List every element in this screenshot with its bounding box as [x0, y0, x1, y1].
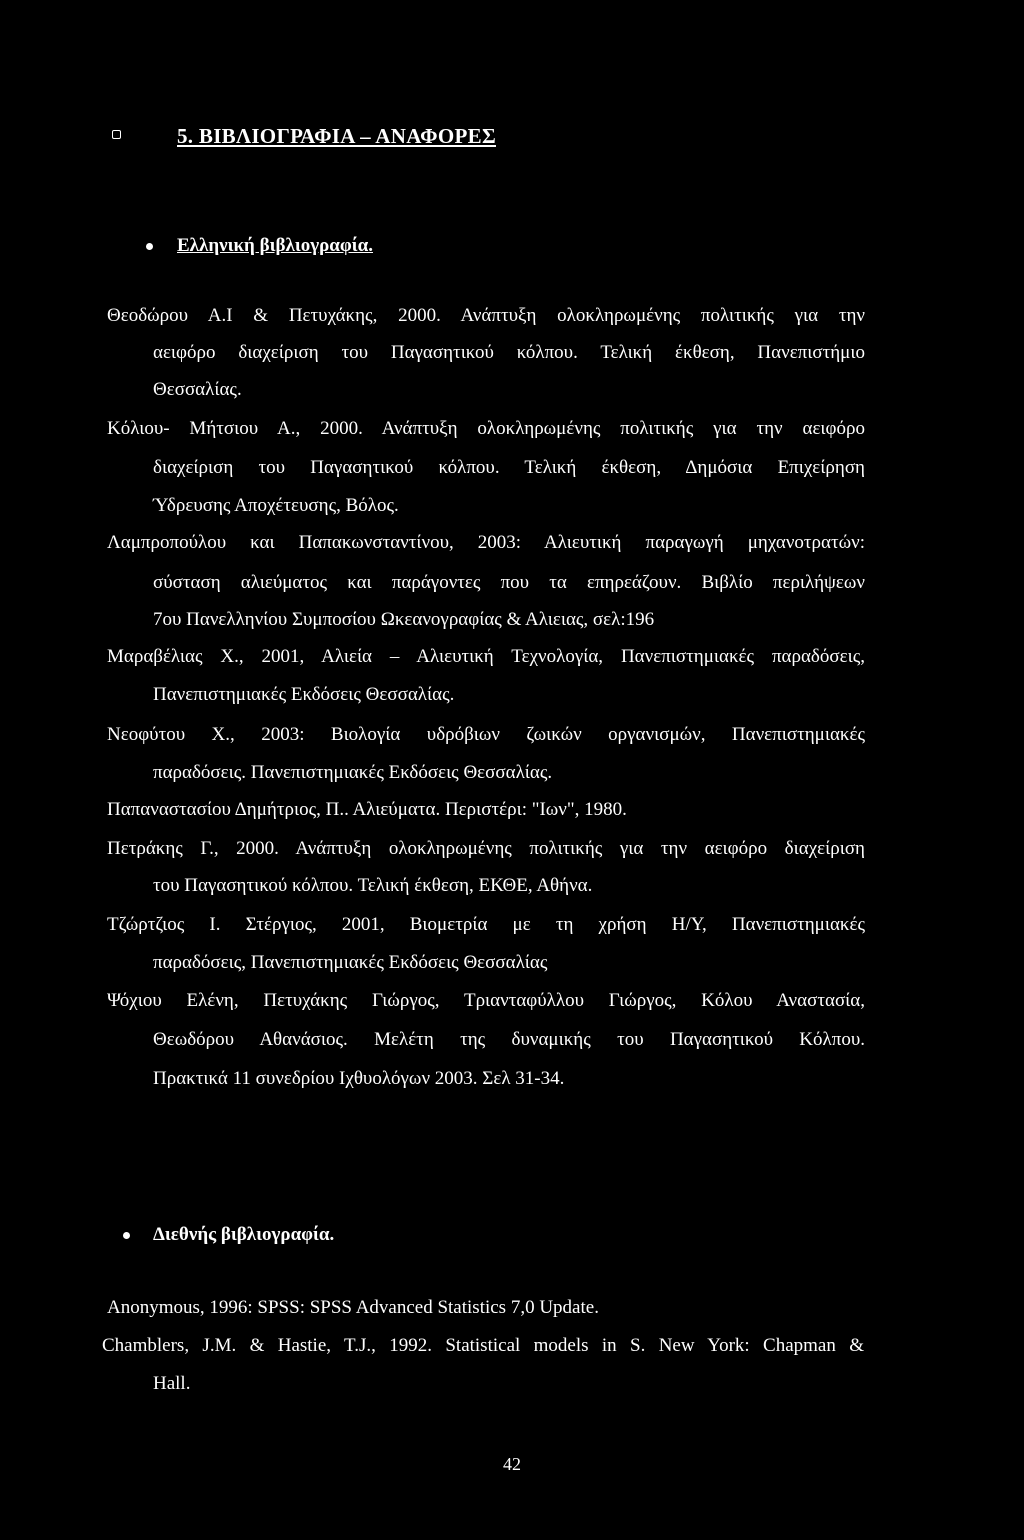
international-bibliography-heading: Διεθνής βιβλιογραφία. — [153, 1224, 335, 1245]
reference-line: Chamblers, J.M. & Hastie, T.J., 1992. Statistical models in S. New York: Chapman & — [102, 1335, 864, 1356]
page-number: 42 — [503, 1454, 521, 1474]
reference-line: Θεοδώρου Α.Ι & Πετυχάκης, 2000. Ανάπτυξη ολοκληρωμένης πολιτικής για την — [107, 305, 865, 326]
reference-line: Τζώρτζιος Ι. Στέργιος, 2001, Βιομετρία με τη χρήση Η/Υ, Πανεπιστημιακές — [107, 914, 865, 935]
reference-line: Κόλιου- Μήτσιου Α., 2000. Ανάπτυξη ολοκληρωμένης πολιτικής για την αειφόρο — [107, 418, 865, 439]
reference-line: Ύδρευσης Αποχέτευσης, Βόλος. — [153, 495, 399, 516]
reference-line: Λαμπροπούλου και Παπακωνσταντίνου, 2003: Αλιευτική παραγωγή μηχανοτρατών: — [107, 532, 865, 553]
bullet-icon — [123, 1232, 130, 1239]
reference-line: Θεωδόρου Αθανάσιος. Μελέτη της δυναμικής του Παγασητικού Κόλπου. — [153, 1029, 865, 1050]
reference-line: αειφόρο διαχείριση του Παγασητικού κόλπου. Τελική έκθεση, Πανεπιστήμιο — [153, 342, 865, 363]
reference-line: του Παγασητικού κόλπου. Τελική έκθεση, ΕΚΘΕ, Αθήνα. — [153, 875, 593, 896]
reference-line: παραδόσεις, Πανεπιστημιακές Εκδόσεις Θεσσαλίας — [153, 952, 548, 973]
reference-line: Anonymous, 1996: SPSS: SPSS Advanced Statistics 7,0 Update. — [107, 1297, 599, 1318]
reference-line: Πανεπιστημιακές Εκδόσεις Θεσσαλίας. — [153, 684, 455, 705]
checkbox-icon — [112, 130, 121, 139]
reference-line: Ψόχιου Ελένη, Πετυχάκης Γιώργος, Τριανταφύλλου Γιώργος, Κόλου Αναστασία, — [107, 990, 865, 1011]
reference-line: Μαραβέλιας Χ., 2001, Αλιεία – Αλιευτική Τεχνολογία, Πανεπιστημιακές παραδόσεις, — [107, 646, 865, 667]
reference-line: Hall. — [153, 1373, 191, 1394]
reference-line: Πρακτικά 11 συνεδρίου Ιχθυολόγων 2003. Σελ 31-34. — [153, 1068, 565, 1089]
reference-line: Θεσσαλίας. — [153, 379, 242, 400]
section-title: 5. ΒΙΒΛΙΟΓΡΑΦΙΑ – ΑΝΑΦΟΡΕΣ — [177, 124, 496, 148]
bullet-icon — [146, 243, 153, 250]
reference-line: Νεοφύτου Χ., 2003: Βιολογία υδρόβιων ζωικών οργανισμών, Πανεπιστημιακές — [107, 724, 865, 745]
reference-line: Πετράκης Γ., 2000. Ανάπτυξη ολοκληρωμένης πολιτικής για την αειφόρο διαχείριση — [107, 838, 865, 859]
greek-bibliography-heading: Ελληνική βιβλιογραφία. — [177, 235, 373, 256]
reference-line: σύσταση αλιεύματος και παράγοντες που τα επηρεάζουν. Βιβλίο περιλήψεων — [153, 572, 865, 593]
reference-line: Παπαναστασίου Δημήτριος, Π.. Αλιεύματα. Περιστέρι: "Ιων", 1980. — [107, 799, 627, 820]
reference-line: παραδόσεις. Πανεπιστημιακές Εκδόσεις Θεσσαλίας. — [153, 762, 553, 783]
reference-line: 7ου Πανελληνίου Συμποσίου Ωκεανογραφίας & Αλιειας, σελ:196 — [153, 609, 655, 630]
reference-line: διαχείριση του Παγασητικού κόλπου. Τελική έκθεση, Δημόσια Επιχείρηση — [153, 457, 865, 478]
